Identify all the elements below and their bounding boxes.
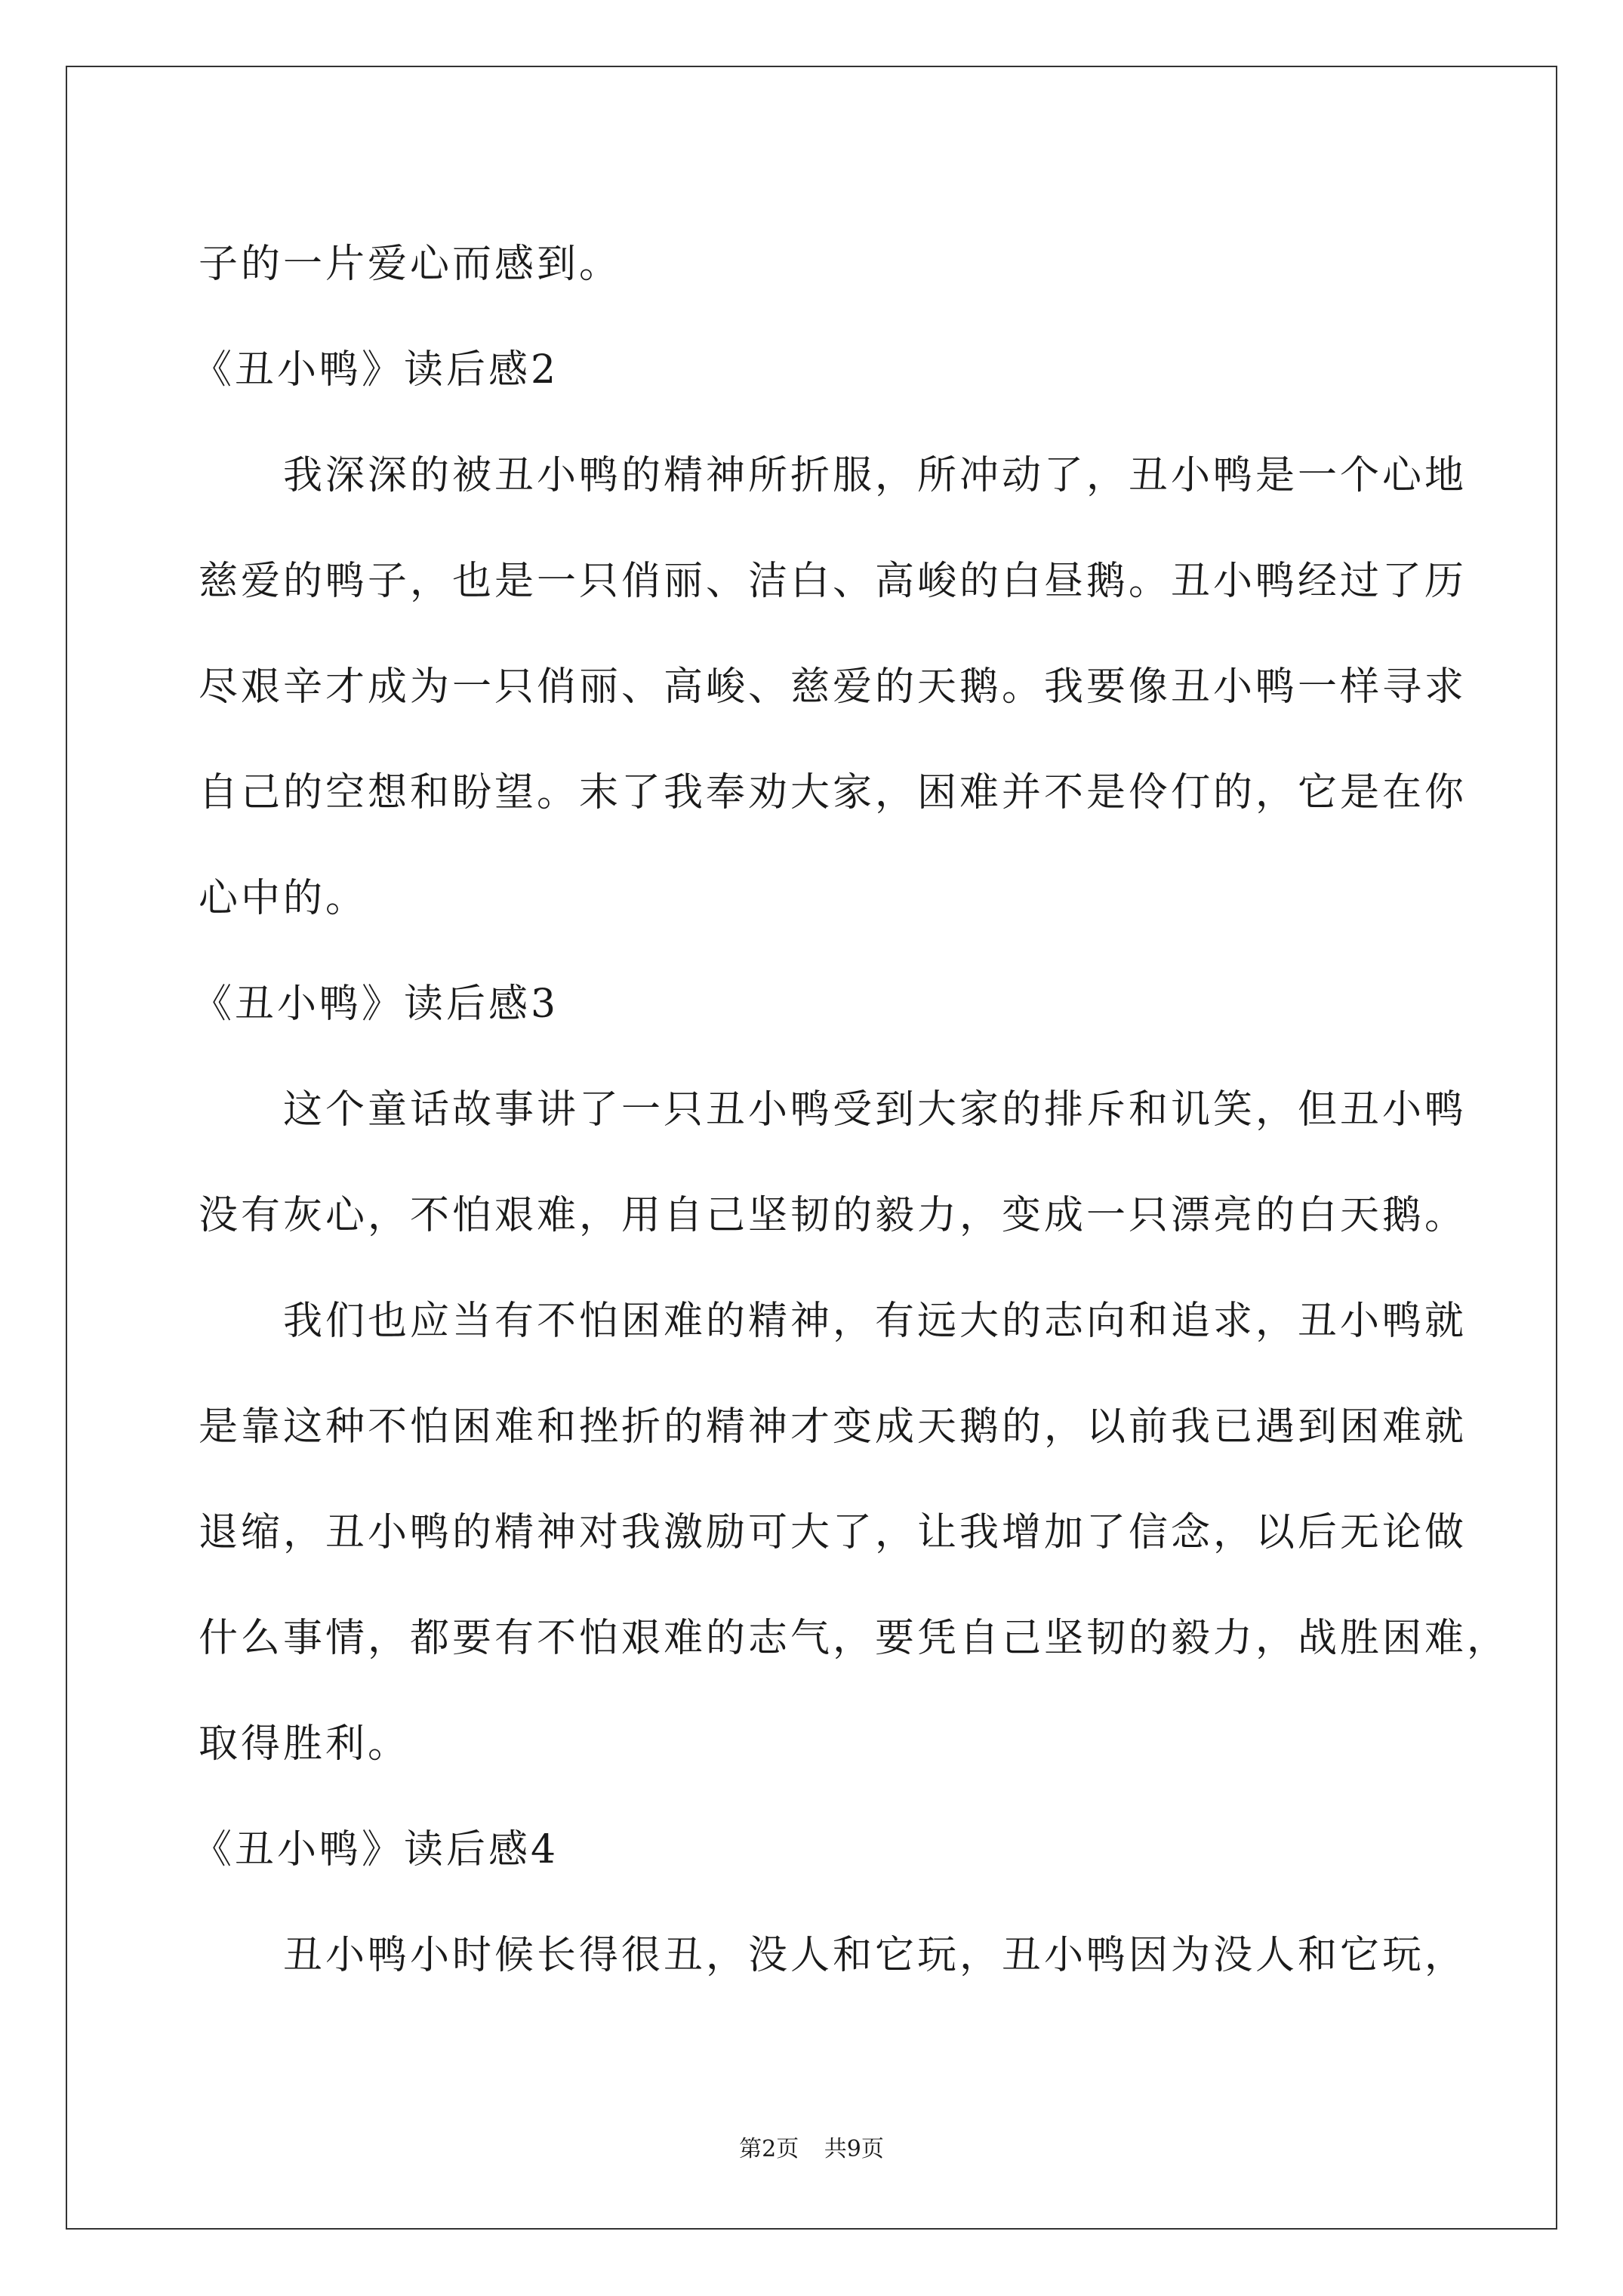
text-line: 没有灰心，不怕艰难，用自己坚韧的毅力，变成一只漂亮的白天鹅。 [199,1193,1467,1238]
section-heading: 《丑小鸭》读后感2 [192,347,559,393]
text-line: 取得胜利。 [199,1721,411,1767]
text-line: 心中的。 [199,876,368,921]
page-footer [0,2134,1623,2165]
text-line: 慈爱的鸭子，也是一只俏丽、洁白、高峻的白昼鹅。丑小鸭经过了历 [199,559,1467,604]
section-heading: 《丑小鸭》读后感4 [192,1827,559,1872]
page-number: 第2页 [739,2136,799,2162]
text-line: 丑小鸭小时候长得很丑，没人和它玩，丑小鸭因为没人和它玩， [283,1933,1467,1978]
text-line: 是靠这种不怕困难和挫折的精神才变成天鹅的，以前我已遇到困难就 [199,1404,1467,1450]
text-line: 我们也应当有不怕困难的精神，有远大的志向和追求，丑小鸭就 [283,1299,1467,1344]
text-line: 自己的空想和盼望。末了我奉劝大家，困难并不是伶仃的，它是在你 [199,770,1467,815]
text-line: 子的一片爱心而感到。 [199,242,622,287]
page-total: 共9页 [824,2136,884,2162]
document-body [192,211,1510,2008]
text-line: 我深深的被丑小鸭的精神所折服，所冲动了，丑小鸭是一个心地 [283,453,1467,498]
text-line: 退缩，丑小鸭的精神对我激励可大了，让我增加了信念，以后无论做 [199,1510,1467,1555]
section-heading: 《丑小鸭》读后感3 [192,982,559,1027]
text-line: 尽艰辛才成为一只俏丽、高峻、慈爱的天鹅。我要像丑小鸭一样寻求 [199,664,1467,710]
text-line: 什么事情，都要有不怕艰难的志气，要凭自己坚韧的毅力，战胜困难， [199,1616,1510,1661]
text-line: 这个童话故事讲了一只丑小鸭受到大家的排斥和讥笑，但丑小鸭 [283,1087,1467,1133]
